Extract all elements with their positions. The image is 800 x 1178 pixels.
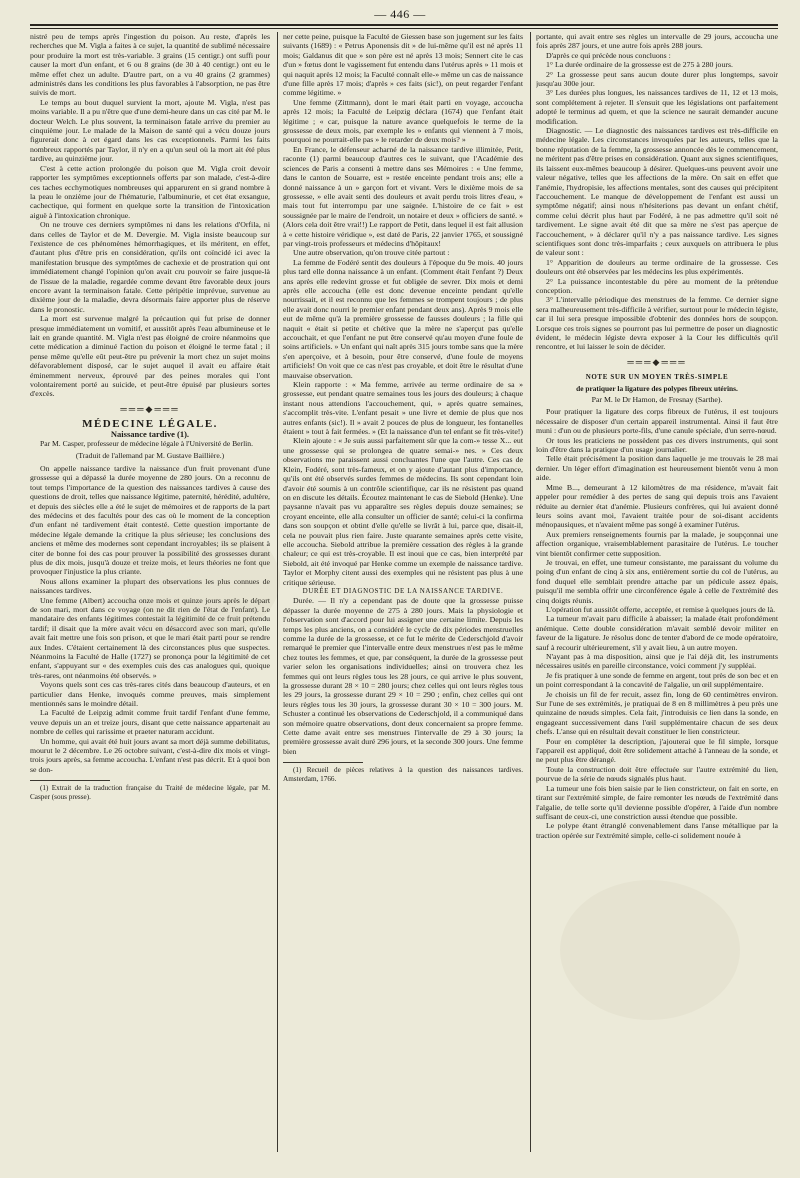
paragraph: Nous allons examiner la plupart des observations les plus connues de naissances tardives. (30, 576, 270, 596)
paragraph: Aux premiers renseignements fournis par la malade, je soupçonnai une affection organique, vraisemblablement parasitaire de l'utérus. Le toucher vint bientôt confirmer cette supposition. (536, 529, 778, 558)
header-rule (30, 24, 778, 29)
page-number: — 446 — (374, 7, 426, 21)
paragraph: Un homme, qui avait été huit jours avant sa mort déjà summe debilitatus, mourut le 2 décembre. Le 26 octobre suivant, c'est-à-dire dix mois et vingt-trois jours après, sa femme accoucha. L'enfant n'est pas décrit. Et à quoi bon se don- (30, 736, 270, 774)
paragraph: On appelle naissance tardive la naissance d'un fruit provenant d'une grossesse qui a dépassé la durée moyenne de 280 jours. On a reconnu de tout temps l'importance de la question des naissances tardives à cause des questions de droit, telles que naissance légitime, paternité, hérédité, adultère, et depuis des siècles elle a été le sujet de mémoires et de rapports de la part des médecins et des facultés pour des cas où le moment de la conception d'un enfant né tardivement était contesté. Cette question importante de médecine légale demande la critique la plus sérieuse; les conclusions des anciens et même des modernes sont cependant incroyables; ils se plaisent à citer de bonne foi des cas pour prouver la possibilité des grossesses durant plus de dix mois, jusqu'à douze et treize mois, et leurs théories ne font que provoquer l'injustice la plus criante. (30, 463, 270, 577)
subsection-title: Naissance tardive (1). (110, 428, 190, 439)
paragraph: 3° Les durées plus longues, les naissances tardives de 11, 12 et 13 mois, sont complétement à rejeter. Il s'ensuit que les législations ont parfaitement adopté le terminus ad quem, et que la science ne saurait demander aucune modification. (536, 88, 778, 126)
translation-note: (Traduit de l'allemand par M. Gustave Baillière.) (75, 451, 225, 461)
paragraph: Pour pratiquer la ligature des corps fibreux de l'utérus, il est toujours nécessaire de disposer d'un certain appareil instrumental. Ainsi il faut être muni : d'un ou de plusieurs porte-fils, d'une canule spéciale, d'un serre-nœud. (536, 407, 778, 436)
section-title: MÉDECINE LÉGALE. (82, 418, 218, 431)
column-divider (530, 32, 531, 1152)
section-heading: DURÉE ET DIAGNOSTIC DE LA NAISSANCE TARDIVE. (302, 586, 504, 595)
paragraph: 1° La durée ordinaire de la grossesse est de 275 à 280 jours. (546, 60, 733, 70)
paragraph: Une femme (Zittmann), dont le mari était parti en voyage, accoucha après 12 mois; la Faculté de Leipzig déclara (1674) que l'enfant était légitime ; « car, puisque la nature avance quelquefois le terme de la grossesse de deux mois, par exemple les » enfants qui viennent à 7 mois, pourquoi ne pourrait-elle pas » le retarder de deux mois? » (283, 97, 523, 145)
paragraph: En France, le défenseur acharné de la naissance tardive illimitée, Petit, raconte (1) parmi beaucoup d'autres ces le suivant, que l'Académie des sciences de Paris a consenti à mettre dans ses Mémoires : « Une femme, dans le canton de Souarre, est » restée enceinte pendant trois ans; elle a donné naissance à un » garçon fort et vivant. Vers le dixième mois de sa grossesse, » elle avait senti des douleurs et avait perdu trois litres d'eau, » mais tout fut interrompu par une saignée. L'histoire de ce fait » est soussignée par le maire de l'endroit, un notaire et deux » officiers de santé. » (Alors cela doit être vrai!!) Le rapport de Petit, dans lequel il est fait allusion à « cette histoire véridique », est daté de Paris, 22 janvier 1765, et soussigné par vingt-trois professeurs et médecins d'hôpitaux! (283, 144, 523, 248)
paragraph: Le polype étant étranglé convenablement dans l'anse métallique par la traction opérée sur l'extrémité simple, celle-ci solidement nouée à (536, 821, 778, 840)
paragraph: 2° La grossesse peut sans aucun doute durer plus longtemps, savoir jusqu'au 300e jour. (536, 69, 778, 89)
paragraph: Pour en compléter la description, j'ajouterai que le fil simple, lorsque l'appareil est appliqué, doit être solidement attaché à l'anneau de la sonde, et ne peut plus être dérangé. (536, 736, 778, 765)
paragraph: Voyons quels sont ces cas très-rares cités dans beaucoup d'auteurs, et en particulier dans Henke, invoqués comme preuves, mais simplement mentionnés sans le moindre détail. (30, 680, 270, 709)
author-byline: Par M. Casper, professeur de médecine légale à l'Université de Berlin. (40, 439, 253, 449)
paragraph: Je choisis un fil de fer recuit, assez fin, long de 60 centimètres environ. Sur l'une de ses extrémités, je pratiquai de 8 en 8 millimètres à peu près une quinzaine de nœuds simples. Cela fait, j'introduisis ce lien dans la sonde, en engageant successivement dans l'œil supplémentaire chacun de ses deux chefs. L'anse qui en résultait devait constituer le lien constricteur. (536, 689, 778, 737)
paragraph: La mort est survenue malgré la précaution qui fut prise de donner presque immédiatement un vomitif, et aussitôt après l'eau albumineuse et le lait en grande quantité. M. Vigla n'est pas éloigné de croire néanmoins que cette médication a diminué l'action du poison et éloigné le terme fatal ; il pense même qu'elle eût peut-être pu prévenir la mort chez un sujet moins défavorablement disposé, car le sujet auquel il avait eu affaire était éminemment nerveux, éprouvé par des peines morales qui l'ont volontairement porté au suicide, et peut-être épuisé par plusieurs sortes d'excès. (30, 314, 270, 399)
paragraph: Klein rapporte : « Ma femme, arrivée au terme ordinaire de sa » grossesse, eut pendant quatre semaines tous les jours des douleurs; à chaque instant nous attendions l'accouchement, qui, » après quatre semaines, s'accomplit très-vite. L'enfant pesait » une livre et demie de plus que nos autres enfants (sic!). Il » avait 2 pouces de plus de longueur, les fontanelles étaient » tout à fait fermées. » (Et la naissance d'un tel enfant se fit très-vite!) (283, 380, 523, 437)
paragraph: Je trouvai, en effet, une tumeur consistante, me paraissant du volume du poing d'un enfant de cinq à six ans, entièrement sortie du col de l'utérus, au fond duquel elle semblait prendre attache par un pédicule assez épais, puisqu'il me sembla offrir une circonférence égale à celle de l'extrémité des cinq doigts réunis. (536, 557, 778, 605)
paragraph: Or tous les praticiens ne possèdent pas ces divers instruments, qui sont loin d'être dans la pratique d'un usage journalier. (536, 435, 778, 455)
paragraph: Je fis pratiquer à une sonde de femme en argent, tout près de son bec et en un point correspondant à la concavité de l'algalie, un œil supplémentaire. (536, 670, 778, 690)
footnote: (1) Extrait de la traduction française du Traité de médecine légale, par M. Casper (sous presse). (30, 784, 270, 801)
paragraph: N'ayant pas à ma disposition, ainsi que je l'ai déjà dit, les instruments nécessaires usités en pareille circonstance, voici comment j'y suppléai. (536, 652, 778, 671)
paragraph: 1° Apparition de douleurs au terme ordinaire de la grossesse. Ces douleurs ont été observées par les médecins les plus expérimentés. (536, 257, 778, 277)
paragraph: Durée. — Il n'y a cependant pas de doute que la grossesse puisse dépasser la durée moyenne de 275 à 280 jours. Mais la physiologie et l'observation sont d'accord pour lui assigner une certaine limite. Depuis les temps les plus anciens, on a considéré le cycle de dix périodes menstruelles comme la durée de la grossesse, et ce fut le mérite de Cederschjold d'avoir remarqué le premier que l'intervalle entre deux menstrues n'est pas le même chez toutes les femmes, et que, par conséquent, la durée de la grossesse peut varier selon les organisations individuelles; ainsi on trouvera chez les femmes qui ont leurs règles tous les 28 jours, ce qui arrive le plus souvent, la grossesse durant 28 × 10 = 280 jours; chez celles qui ont leurs règles tous les 29 jours, la grossesse durant 29 × 10 = 290 ; enfin, chez celles qui ont leurs règles tous les 30 jours, la grossesse durant 30 × 10 = 300 jours. M. Schuster a continué les observations de Cederschjold, il a communiqué dans son mémoire quatre observations, dont deux concernaient sa propre femme. Cette dame avait entre ses menstrues l'intervalle de 29 à 30 jours; la première grossesse avait duré 296 jours, et la seconde 300 jours. Une femme bien (283, 596, 523, 756)
paragraph: C'est à cette action prolongée du poison que M. Vigla croit devoir rapporter les symptômes exceptionnels offerts par son malade, c'est-à-dire ces taches ecchymotiques nombreuses qui apparurent en si grand nombre à la peau le onzième jour de l'hématurie, l'albuminurie, et cet état exsangue, cachectique, qui forment en quelque sorte la transition de l'intoxication aiguë à l'intoxication chronique. (30, 163, 270, 220)
paragraph: Le temps au bout duquel survient la mort, ajoute M. Vigla, n'est pas moins variable. Il a pu n'être que d'une demi-heure dans un cas cité par M. le docteur Welch. Le plus souvent, la terminaison fatale arrive du premier au cinquième jour. Le malade de la Maison de santé qui a vécu douze jours figurerait donc à cet égard dans les cas exceptionnels. Parmi les faits nombreux rapportés par Taylor, il n'y en a qu'un seul où la mort ait été plus tardive, au quinzième jour. (30, 97, 270, 164)
paragraph: La tumeur m'avait paru difficile à abaisser; la malade était profondément anémique. Cette double considération m'avait semblé devoir militer en faveur de la ligature. Je résolus donc de tenter d'abord de ce mode opératoire, sauf à recourir ultérieurement, s'il y avait lieu, à un autre moyen. (536, 614, 778, 652)
paragraph: Telle était précisément la position dans laquelle je me trouvais le 28 mai dernier. Un léger effort d'imagination est heureusement bientôt venu à mon aide. (536, 454, 778, 483)
ornament-divider: ═══◆═══ (627, 356, 687, 367)
paragraph: ner cette peine, puisque la Faculté de Giessen base son jugement sur les faits suivants (1689) : « Petrus Aponensis dit » de lui-même qu'il est né après 11 mois; Galdanus dit que » son père est né après 13 mois; Sennert cite le cas d'un » fœtus dont le vagissement fut entendu dans l'utérus après » 11 mois et qui naquit après 12 mois; la Faculté connaît elle-» même un cas de naissance d'une fille après 17 mois; d'après » ces faits (sic!), on peut regarder l'enfant comme légitime. » (283, 32, 523, 98)
paragraph: D'après ce qui précède nous concluons : (546, 50, 671, 60)
paragraph: On ne trouve ces derniers symptômes ni dans les relations d'Orfila, ni dans celles de Taylor et de M. Devergie. M. Vigla insiste beaucoup sur l'existence de ces phénomènes hémorrhagiques, et ils méritent, en effet, d'autant plus d'être pris en considération, qu'ils ont coïncidé ici avec la manifestation brusque des symptômes de cachexie et de prostration qui ont immédiatement changé l'opinion qu'on avait cru pouvoir se faire jusque-là de l'issue de la maladie, regardée comme devant être favorable deux jours encore avant la terminaison fatale. Cette péripétie imprévue, survenue au dixième jour de la maladie, devra désormais faire apporter plus de réserve dans le pronostic. (30, 220, 270, 314)
footnote: (1) Recueil de pièces relatives à la question des naissances tardives. Amsterdam, 1766. (283, 766, 523, 783)
column-1 (30, 32, 270, 1168)
paragraph: nistré peu de temps après l'ingestion du poison. Au reste, d'après les recherches que M. Vigla a faites à ce sujet, la quantité de sublimé nécessaire pour produire la mort est très-variable. 3 grains (15 centigr.) ont suffi pour causer la mort d'un enfant, et 6 ou 8 grains (de 30 à 40 centigr.) ont eu le même effet chez un adulte. D'autre part, on a vu 40 grains (2 grammes) administrés dans les conditions les plus favorables à l'absorption, ne pas être suivis de mort. (30, 32, 270, 98)
paragraph: 3° L'intervalle périodique des menstrues de la femme. Ce dernier signe sera malheureusement très-difficile à vérifier, surtout pour le médecin légiste, car il lui sera presque impossible d'obtenir des données hors de soupçon. Lorsque ces trois signes se pourront pas lui permettre de poser un diagnostic évident, le médecin légiste devra exposer à la Cour les difficultés qu'il rencontre, et lui laisser le soin de décider. (536, 295, 778, 352)
footnote-rule (30, 780, 110, 781)
article-byline: Par M. le Dr Hamon, de Fresnay (Sarthe). (591, 395, 723, 405)
article-subtitle: de pratiquer la ligature des polypes fibreux utérins. (576, 383, 738, 393)
paragraph: La femme de Fodéré sentit des douleurs à l'époque du 9e mois. 40 jours plus tard elle donna naissance à un enfant. (Comment était l'enfant ?) Deux ans après elle redevint grosse et fut obligée de sevrer. Dix mois et demi après elle accoucha (elle est donc devenue enceinte pendant qu'elle nourrissait, et il est reconnu que les femmes se trompent toujours ; de plus elle avait donc nourri le premier enfant pendant deux ans). Après 9 mois elle eut de même qu'à la première grossesse de fausses douleurs ; la fille qui naquit « était si petite et chétive que la mère ne s'aperçut pas qu'elle accouchait, et que l'enfant ne put être conservé qu'au moyen d'une foule de soins artificiels. » Un enfant qui naît après 315 jours tombe sans que la mère s'en aperçoive, et à besoin, pour être conservé, d'une foule de moyens artificiels! On voit que ce cas n'est pas croyable, et doit être le résultat d'une mauvaise observation. (283, 257, 523, 380)
paragraph: Une autre observation, qu'on trouve citée partout : (293, 248, 450, 258)
column-2 (283, 32, 523, 1168)
paragraph: Diagnostic. — Le diagnostic des naissances tardives est très-difficile en médecine légale. Les circonstances invoquées par les auteurs, telles que la bonne réputation de la femme, la grossesse annoncée dès le commencement, ne méritent pas d'être prises en considération. Quant aux signes scientifiques, ils laissent eux-mêmes beaucoup à désirer. Quelques-uns peuvent avoir une valeur négative, telles que les affections de la mère. On sait en effet que l'anémie, l'hydropisie, les affections mentales, sont des causes qui précipitent l'accouchement. Le manque de développement de l'enfant est aussi un symptôme négatif; ainsi nous n'hésiterions pas devant un enfant chétif, comme celui décrit plus haut par Fodéré, à ne pas admettre qu'il soit né tardivement. Le signe avait été dit que sa mère ne s'est pas aperçue de l'accouchement, » à déclarer qu'il n'y a pas naissance tardive. Les signes scientifiques sont donc très-imparfaits ; ceux auxquels on attribuera le plus de valeur sont : (536, 126, 778, 258)
paragraph: 2° La puissance incontestable du père au moment de la prétendue conception. (536, 276, 778, 295)
paragraph: Mme B..., demeurant à 12 kilomètres de ma résidence, m'avait fait appeler pour remédier à des pertes de sang qui depuis trois ans l'avaient réduite au dernier état d'anémie. Plusieurs confrères, qui lui avaient donné leurs soins avant moi, l'avaient traitée pour de soi-disant accidents ménopausiques, et n'avaient même pas songé à examiner l'utérus. (536, 482, 778, 530)
paragraph: La tumeur une fois bien saisie par le lien constricteur, on fait en sorte, en tirant sur l'extrémité simple, de faire remonter les nœuds de l'extrémité dans l'algalie, de telle sorte qu'il devienne possible d'opérer, à l'aide d'un nombre suffisant de ceux-ci, une constriction aussi étendue que possible. (536, 783, 778, 821)
paragraph: La Faculté de Leipzig admit comme fruit tardif l'enfant d'une femme, veuve depuis un an et treize jours, disant que cette naissance appartenait au nombre de celles qui rarissime et praeter naturam accidunt. (30, 708, 270, 737)
paragraph: Toute la construction doit être effectuée sur l'autre extrémité du lien, pourvue de la série de nœuds signalés plus haut. (536, 764, 778, 784)
paragraph: portante, qui avait entre ses règles un intervalle de 29 jours, accoucha une fois après 287 jours, et une autre fois après 288 jours. (536, 32, 778, 51)
footnote-rule (283, 762, 363, 763)
paragraph: Klein ajoute : « Je suis aussi parfaitement sûr que la com-» tesse X... eut une grossesse qui se prolongea de quatre semai-» nes. » Ces deux observations me paraissent aussi concluantes l'une que l'autre. Ces cas de Klein, Fodéré, sont très-fameux, et on y ajoute d'autant plus d'importance, qu'ils ont été observés surdes femmes de médecins. Ils sont cependant loin d'avoir été soumis à un contrôle scientifique, car ils ne résistent pas quand on en discute les détails. Écoutez maintenant le cas de Siebold (Henke). Une paysanne n'avait pas vu apparaître ses règles depuis douze semaines; se croyant enceinte, elle alla consulter un officier de santé; celui-ci la confirma dans son soupçon et obtint d'elle qu'elle se livrât à lui, parce que, disait-il, cela ne pouvait plus rien faire. Juste quarante semaines après cette visite, elle accoucha. Siebold attribue la première cessation des règles à la grande chaleur; ce qui est très-croyable. Il est inoui que ce cas, bien interprété par Siebold, ait été invoqué par Henke comme un exemple de naissance tardive. Taylor et Morphy citent aussi des exemples qui ne résistent pas plus à une critique sérieuse. (283, 436, 523, 587)
paragraph: Une femme (Albert) accoucha onze mois et quinze jours après le départ de son mari, mort dans ce voyage (on ne dit rien de l'état de l'enfant). Le mandataire des enfants légitimes contestait la légitimité de ce fruit prétendu tardif; il disait que la mère avait vécu en désaccord avec son mari, qu'elle avait fait mettre une fois son prison, et que le mari était parti pour se rendre aux Indes. C'étaient certainement là des circonstances plus que suspectes. Néanmoins la Faculté de Halle (1727) se prononça pour la légitimité de cet enfant, s'appuyant sur « des exemples cuis des cas analogues qui, quoique très-rares, ont néanmoins été observés. » (30, 595, 270, 680)
column-divider (277, 32, 278, 1152)
ornament-divider: ═══◆═══ (120, 403, 180, 414)
article-title: NOTE SUR UN MOYEN TRÈS-SIMPLE (585, 373, 729, 382)
column-3 (536, 32, 778, 1168)
paragraph: L'opération fut aussitôt offerte, acceptée, et remise à quelques jours de là. (546, 604, 776, 614)
